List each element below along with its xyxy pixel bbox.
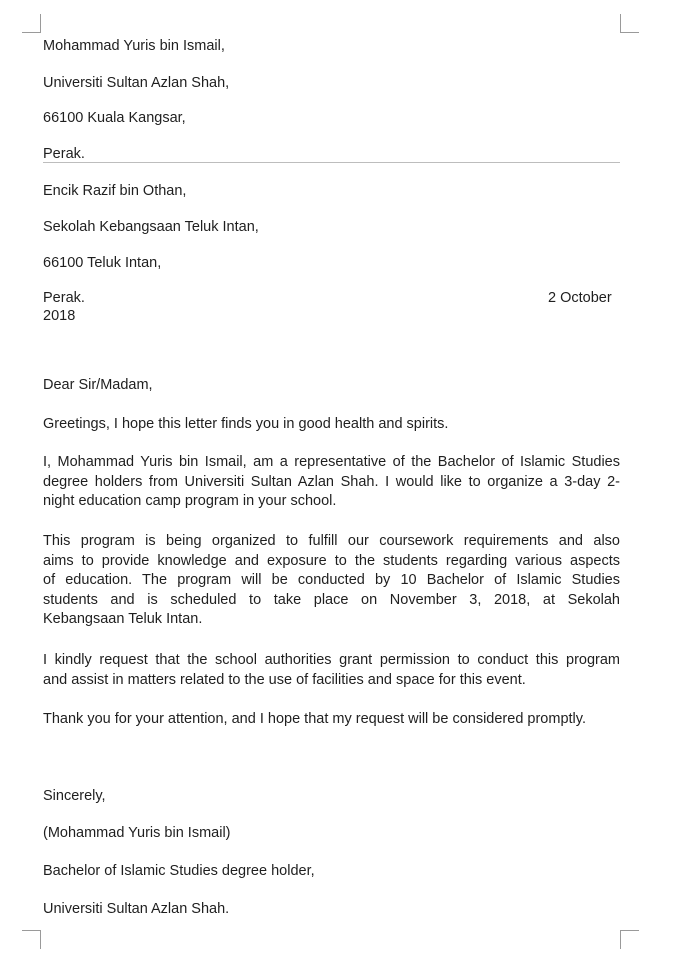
paragraph-line: degree holders from Universiti Sultan Azlan Shah. I would like to organize a 3-day 2- [43,473,620,490]
sender-postcode-city: 66100 Kuala Kangsar, [43,110,186,126]
recipient-institution: Sekolah Kebangsaan Teluk Intan, [43,219,259,235]
paragraph-line: night education camp program in your school. [43,493,337,509]
margin-corner-bottom-left [22,930,41,949]
paragraph-program-details [43,532,620,630]
closing-line: Thank you for your attention, and I hope that my request will be considered promptly. [43,711,586,727]
margin-corner-top-right [620,14,639,33]
address-divider [43,162,620,163]
signoff-closing: Sincerely, [43,788,106,804]
paragraph-line: aims to provide knowledge and exposure to the students regarding various aspects [43,552,620,569]
greeting: Greetings, I hope this letter finds you in good health and spirits. [43,416,449,432]
sender-state: Perak. [43,146,85,162]
paragraph-line: Kebangsaan Teluk Intan. [43,611,203,627]
paragraph-request [43,651,620,690]
recipient-name: Encik Razif bin Othan, [43,183,187,199]
paragraph-line: I, Mohammad Yuris bin Ismail, am a representative of the Bachelor of Islamic Studies [43,454,620,470]
paragraph-line: I kindly request that the school authorities grant permission to conduct this program [43,652,620,668]
paragraph-introduction [43,453,620,512]
letter-date-year: 2018 [43,308,76,324]
margin-corner-top-left [22,14,41,33]
salutation: Dear Sir/Madam, [43,377,153,393]
margin-corner-bottom-right [620,930,639,949]
letter-date-day-month: 2 October [548,290,612,306]
signoff-title: Bachelor of Islamic Studies degree holder, [43,863,315,879]
signoff-name: (Mohammad Yuris bin Ismail) [43,825,231,841]
paragraph-line: of education. The program will be conducted by 10 Bachelor of Islamic Studies [43,572,620,588]
sender-institution: Universiti Sultan Azlan Shah, [43,75,230,91]
recipient-state: Perak. [43,290,85,306]
paragraph-line: students and is scheduled to take place on November 3, 2018, at Sekolah [43,591,620,608]
sender-name: Mohammad Yuris bin Ismail, [43,38,225,54]
signoff-institution: Universiti Sultan Azlan Shah. [43,901,230,917]
recipient-postcode-city: 66100 Teluk Intan, [43,255,162,271]
paragraph-line: This program is being organized to fulfill our coursework requirements and also [43,533,620,549]
paragraph-line: and assist in matters related to the use of facilities and space for this event. [43,671,526,688]
